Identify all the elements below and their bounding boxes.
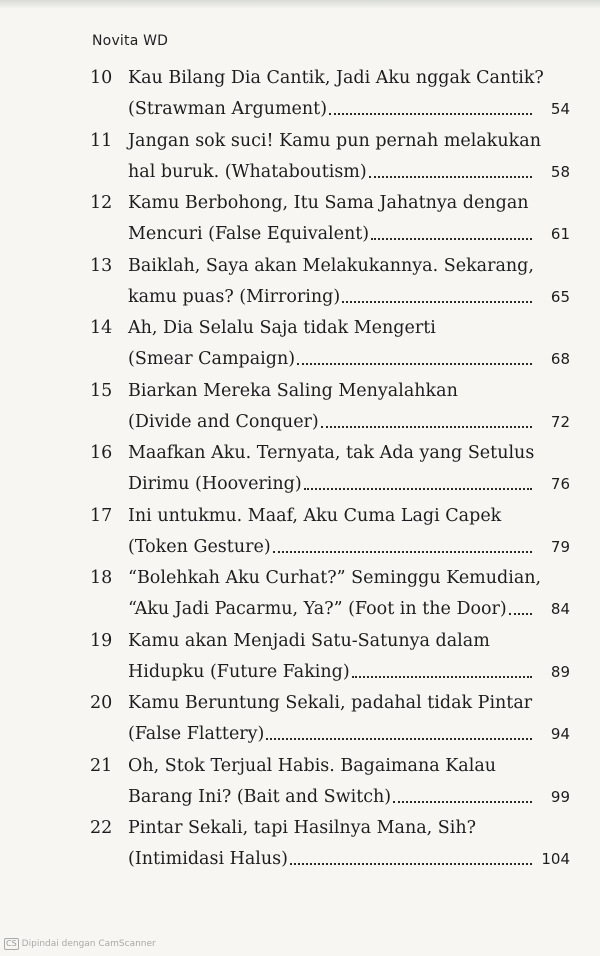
toc-entry-title-line2 xyxy=(128,594,570,622)
camscanner-logo-icon: CS xyxy=(6,939,17,948)
toc-entry-number: 19 xyxy=(90,630,113,651)
toc-page-number: 54 xyxy=(550,100,570,118)
toc-entry-title-line1: Kau Bilang Dia Cantik, Jadi Aku nggak Cantik? xyxy=(128,68,544,88)
toc-entry-number: 14 xyxy=(90,318,113,338)
toc-entry-subtitle: “Aku Jadi Pacarmu, Ya?” (Foot in the Door) xyxy=(128,599,507,619)
toc-entry-number: 18 xyxy=(90,568,113,588)
toc-entry-number: 22 xyxy=(90,818,113,838)
toc-entry-number: 20 xyxy=(90,693,113,713)
toc-entry-title-line2 xyxy=(128,407,570,435)
toc-entry-number: 12 xyxy=(90,193,113,213)
toc-entry-subtitle: Dirimu (Hoovering) xyxy=(128,474,302,494)
toc-entry-number: 16 xyxy=(90,443,113,463)
toc-entry-title-line1: Jangan sok suci! Kamu pun pernah melakukan xyxy=(128,130,541,151)
toc-page-number: 61 xyxy=(550,225,570,243)
toc-entry-title-line2 xyxy=(128,282,570,310)
toc-dot-leader xyxy=(329,113,532,115)
toc-entry-title-line1: Oh, Stok Terjual Habis. Bagaimana Kalau xyxy=(128,755,497,776)
toc-dot-leader xyxy=(266,738,532,740)
toc-page-number: 68 xyxy=(550,350,570,368)
scanner-watermark-text: Dipindai dengan CamScanner xyxy=(21,939,156,949)
toc-entry-title-line1: Ah, Dia Selalu Saja tidak Mengerti xyxy=(128,318,436,338)
toc-entry-subtitle: Barang Ini? (Bait and Switch) xyxy=(128,786,392,807)
toc-entry-title-line2 xyxy=(128,469,570,497)
toc-entry-title-line1: Maafkan Aku. Ternyata, tak Ada yang Setulus xyxy=(128,443,535,463)
toc-entry-subtitle: (Divide and Conquer) xyxy=(128,411,319,432)
toc-entry-title-line2 xyxy=(128,157,570,185)
toc-entry-subtitle: Mencuri (False Equivalent) xyxy=(128,224,370,244)
toc-entry-title-line1: Ini untukmu. Maaf, Aku Cuma Lagi Capek xyxy=(128,505,502,526)
toc-page-number: 58 xyxy=(550,162,570,181)
toc-entry-subtitle: (Intimidasi Halus) xyxy=(128,849,288,869)
toc-page-number: 99 xyxy=(550,787,570,806)
toc-entry-subtitle: hal buruk. (Whataboutism) xyxy=(128,161,367,182)
toc-dot-leader xyxy=(369,176,532,178)
running-head: Novita WD xyxy=(92,33,169,49)
toc-entry-title-line2 xyxy=(128,844,570,872)
toc-page-number: 94 xyxy=(550,725,570,743)
toc-dot-leader xyxy=(393,801,532,803)
toc-entry-number: 15 xyxy=(90,380,113,401)
toc-dot-leader xyxy=(352,676,532,678)
toc-entry-subtitle: (False Flattery) xyxy=(128,724,265,744)
toc-entry-number: 21 xyxy=(90,755,113,776)
toc-entry-number: 13 xyxy=(90,255,113,276)
toc-entry-title-line1: Pintar Sekali, tapi Hasilnya Mana, Sih? xyxy=(128,818,477,838)
toc-entry-subtitle: (Strawman Argument) xyxy=(128,99,328,119)
toc-page-number: 104 xyxy=(541,850,570,868)
scanner-watermark xyxy=(4,938,156,950)
toc-page-number: 79 xyxy=(550,537,570,556)
toc-entry-title-line1: Kamu Beruntung Sekali, padahal tidak Pintar xyxy=(128,693,533,713)
toc-dot-leader xyxy=(273,551,532,553)
toc-dot-leader xyxy=(371,238,532,240)
toc-dot-leader xyxy=(290,863,532,865)
toc-entry-title-line1: Biarkan Mereka Saling Menyalahkan xyxy=(128,380,458,401)
toc-entry-title-line1: Kamu Berbohong, Itu Sama Jahatnya dengan xyxy=(128,193,529,213)
toc-entry-subtitle: (Smear Campaign) xyxy=(128,349,296,369)
toc-entry-title-line1: Baiklah, Saya akan Melakukannya. Sekarang, xyxy=(128,255,534,276)
toc-entry-subtitle: kamu puas? (Mirroring) xyxy=(128,286,341,307)
toc-dot-leader xyxy=(321,426,532,428)
toc-entry-subtitle: (Token Gesture) xyxy=(128,536,271,557)
toc-entry-title-line2 xyxy=(128,657,570,685)
toc-entry-number: 10 xyxy=(90,68,113,88)
toc-entry-title-line1: “Bolehkah Aku Curhat?” Seminggu Kemudian, xyxy=(128,568,542,588)
toc-entry-title-line2 xyxy=(128,94,570,122)
toc-page-number: 84 xyxy=(550,600,570,618)
toc-dot-leader xyxy=(297,363,532,365)
toc-page-number: 76 xyxy=(550,475,570,493)
toc-entry-title-line2 xyxy=(128,719,570,747)
toc-dot-leader xyxy=(342,301,532,303)
toc-entry-title-line1: Kamu akan Menjadi Satu-Satunya dalam xyxy=(128,630,490,651)
toc-entry-number: 17 xyxy=(90,505,113,526)
toc-entry-title-line2 xyxy=(128,344,570,372)
toc-entry-title-line2 xyxy=(128,532,570,560)
toc-entry-number: 11 xyxy=(90,130,113,151)
toc-page-number: 89 xyxy=(550,662,570,681)
toc-dot-leader xyxy=(509,613,532,615)
toc-page-number: 65 xyxy=(550,287,570,306)
toc-entry-title-line2 xyxy=(128,219,570,247)
toc-entry-title-line2 xyxy=(128,782,570,810)
toc-entry-subtitle: Hidupku (Future Faking) xyxy=(128,661,350,682)
toc-page-number: 72 xyxy=(550,412,570,431)
toc-dot-leader xyxy=(304,488,532,490)
